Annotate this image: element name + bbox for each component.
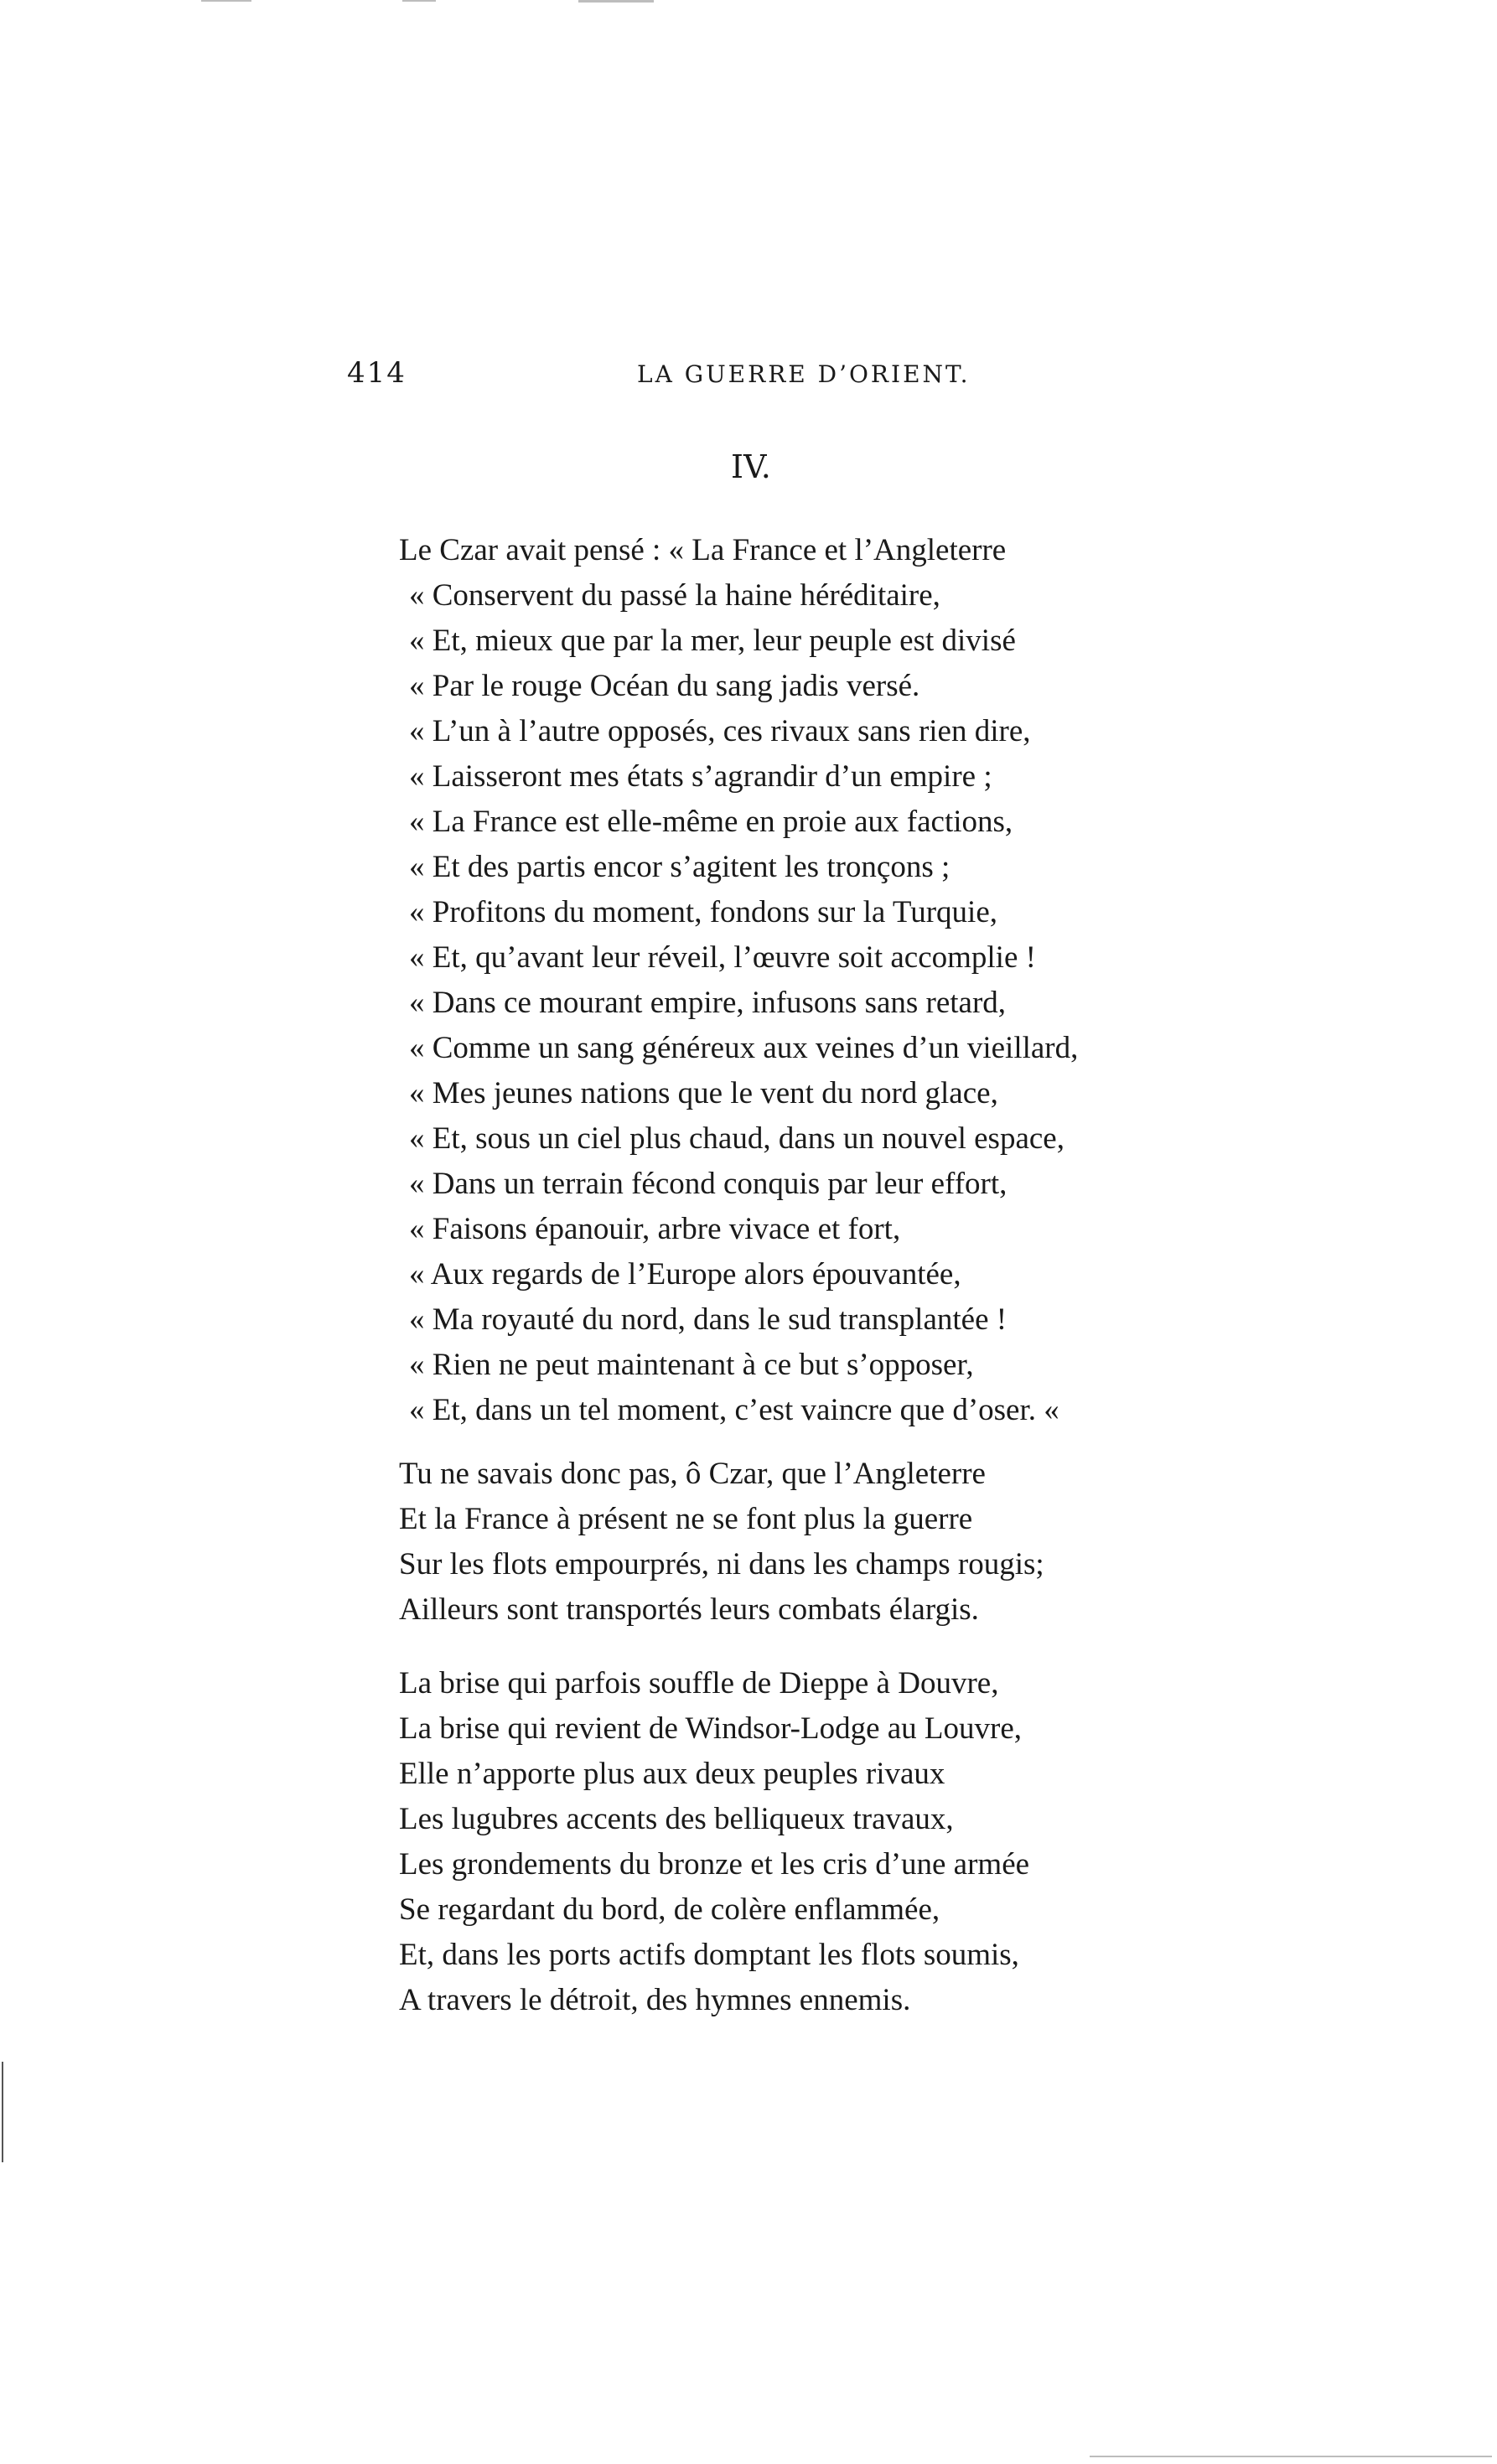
verse-line: « Et des partis encor s’agitent les tronçons ; [409,850,951,884]
page-number: 414 [347,356,407,390]
verse-line: « Dans un terrain fécond conquis par leur effort, [409,1167,1007,1201]
verse-line: Ailleurs sont transportés leurs combats élargis. [399,1592,979,1627]
verse-line: A travers le détroit, des hymnes ennemis. [399,1983,911,2017]
verse-line: « Rien ne peut maintenant à ce but s’opposer, [409,1348,974,1382]
verse-line: La brise qui parfois souffle de Dieppe à Douvre, [399,1666,999,1700]
scan-edge-mark [402,0,436,2]
verse-line: La brise qui revient de Windsor-Lodge au Louvre, [399,1711,1023,1746]
verse-line: Se regardant du bord, de colère enflammée, [399,1892,940,1927]
verse-line: « Ma royauté du nord, dans le sud transplantée ! [409,1302,1007,1337]
verse-line: Les lugubres accents des belliqueux travaux, [399,1802,954,1836]
scan-edge-mark [1090,2456,1492,2457]
verse-line: « Profitons du moment, fondons sur la Turquie, [409,895,997,929]
stanza-2 [399,1452,1237,1633]
verse-line: « Et, qu’avant leur réveil, l’œuvre soit accomplie ! [409,940,1036,975]
verse-line: « Conservent du passé la haine héréditaire, [409,578,940,613]
scan-edge-mark [201,0,251,2]
verse-line: Le Czar avait pensé : « La France et l’Angleterre [399,533,1007,567]
stanza-3 [399,1661,1237,2023]
scan-edge-mark [578,0,654,3]
verse-line: « Par le rouge Océan du sang jadis versé. [409,669,920,703]
verse-line: « La France est elle-même en proie aux factions, [409,805,1013,839]
verse-line: Et, dans les ports actifs domptant les flots soumis, [399,1938,1019,1972]
section-number: IV. [731,448,771,485]
running-title: LA GUERRE D’ORIENT. [637,360,971,388]
verse-line: Et la France à présent ne se font plus la guerre [399,1502,973,1536]
verse-line: « Et, dans un tel moment, c’est vaincre que d’oser. « [409,1393,1059,1427]
verse-line: Les grondements du bronze et les cris d’une armée [399,1847,1030,1882]
verse-line: Tu ne savais donc pas, ô Czar, que l’Angleterre [399,1457,986,1491]
verse-line: « Comme un sang généreux aux veines d’un vieillard, [409,1031,1079,1065]
verse-line: « Aux regards de l’Europe alors épouvantée, [409,1257,961,1292]
verse-line: « Dans ce mourant empire, infusons sans retard, [409,986,1007,1020]
verse-line: « Et, sous un ciel plus chaud, dans un nouvel espace, [409,1121,1064,1156]
verse-line: « Et, mieux que par la mer, leur peuple est divisé [409,624,1016,658]
verse-line: « Mes jeunes nations que le vent du nord glace, [409,1076,998,1110]
verse-line: Elle n’apporte plus aux deux peuples rivaux [399,1757,945,1791]
stanza-1 [399,528,1237,1433]
verse-line: « Laisseront mes états s’agrandir d’un empire ; [409,759,992,794]
scan-edge-mark [2,2062,3,2162]
verse-line: « Faisons épanouir, arbre vivace et fort, [409,1212,901,1246]
verse-line: « L’un à l’autre opposés, ces rivaux sans rien dire, [409,714,1031,748]
verse-line: Sur les flots empourprés, ni dans les champs rougis; [399,1547,1044,1581]
